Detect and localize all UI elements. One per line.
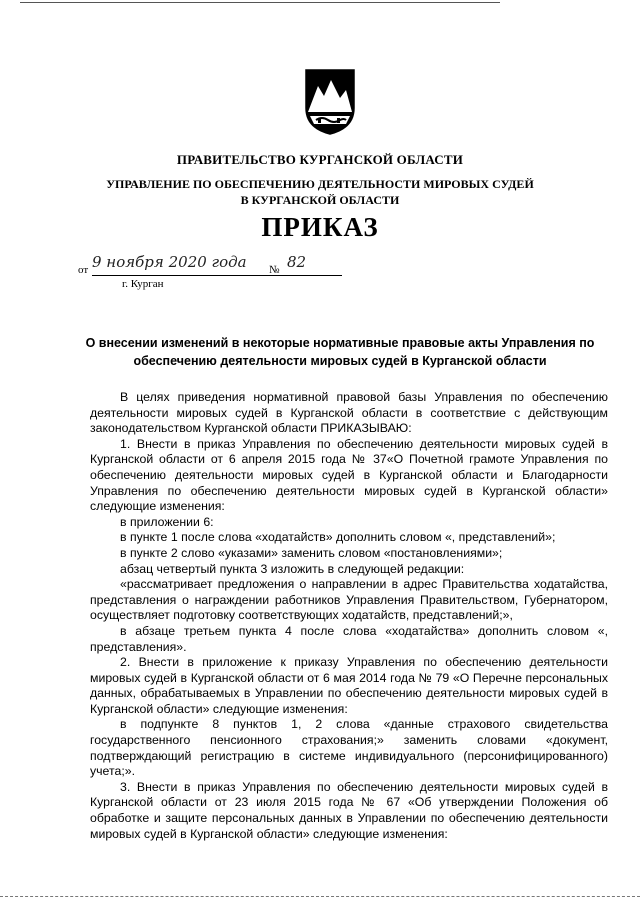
paragraph-point-2: в пункте 2 слово «указами» заменить словом «постановлениями»;: [120, 545, 503, 560]
paragraph-item-2: 2. Внести в приложение к приказу Управления по обеспечению деятельности мировых судей в Курганской области от 6 мая 2014 года № 79 «О Перечне персональных данных, обрабатываемых в Управлении по обеспечению деятельности мировых судей в Курганской области» следующие изменения:: [90, 655, 608, 716]
paragraph-subpoint-8: в подпункте 8 пунктов 1, 2 слова «данные страхового свидетельства государственного пенсионного страхования;» заменить словами «документ, подтверждающий регистрацию в системе индивидуального (персонифицированного) учета;».: [90, 717, 608, 779]
org-name-line2: УПРАВЛЕНИЕ ПО ОБЕСПЕЧЕНИЮ ДЕЯТЕЛЬНОСТИ МИРОВЫХ СУДЕЙ: [106, 177, 534, 191]
coat-of-arms-icon: [304, 68, 356, 136]
number-label: №: [269, 264, 280, 276]
order-subject: О внесении изменений в некоторые нормативные правовые акты Управления по обеспечению деятельности мировых судей в Курганской области: [85, 336, 595, 368]
document-body: [90, 390, 608, 842]
city-label: г. Курган: [122, 278, 164, 290]
paragraph-point-1: в пункте 1 после слова «ходатайств» дополнить словом «, представлений»;: [120, 530, 556, 545]
paragraph-point-4: в абзаце третьем пункта 4 после слова «ходатайства» дополнить словом «, представления».: [90, 623, 608, 654]
bottom-edge-line: [0, 896, 640, 897]
document-type-title: ПРИКАЗ: [261, 212, 379, 242]
paragraph-appendix-6: в приложении 6:: [120, 514, 214, 529]
top-edge-line: [20, 2, 500, 3]
paragraph-new-wording: «рассматривает предложения о направлении в адрес Правительства ходатайства, представления о награждении работников Управления Правительством, Губернатором, осуществляет подготовку соответствующих ходатайств, представлений;»,: [90, 577, 608, 623]
paragraph-item-1: 1. Внести в приказ Управления по обеспечению деятельности мировых судей в Курганской области от 6 апреля 2015 года № 37«О Почетной грамоте Управления по обеспечению деятельности мировых судей в Курганской области и Благодарности Управления по обеспечению деятельности мировых судей в Курганской области» следующие изменения:: [90, 436, 608, 514]
org-name-line1: ПРАВИТЕЛЬСТВО КУРГАНСКОЙ ОБЛАСТИ: [176, 152, 464, 167]
org-name-line3: В КУРГАНСКОЙ ОБЛАСТИ: [240, 193, 400, 207]
handwritten-date: 9 ноября 2020 года: [92, 253, 247, 271]
date-underline: [92, 275, 342, 276]
paragraph-item-3: 3. Внести в приказ Управления по обеспечению деятельности мировых судей в Курганской области от 23 июля 2015 года № 67 «Об утверждении Положения об обработке и защите персональных данных в Управлении по обеспечению деятельности мировых судей в Курганской области» следующие изменения:: [90, 779, 608, 841]
date-prefix: от: [78, 264, 89, 276]
handwritten-number: 82: [287, 253, 307, 271]
paragraph-preamble: В целях приведения нормативной правовой базы Управления по обеспечению деятельности мировых судей в Курганской области в соответствие с действующим законодательством Курганской области ПРИКАЗЫВАЮ:: [90, 390, 608, 436]
paragraph-point-3: абзац четвертый пункта 3 изложить в следующей редакции:: [120, 561, 465, 576]
